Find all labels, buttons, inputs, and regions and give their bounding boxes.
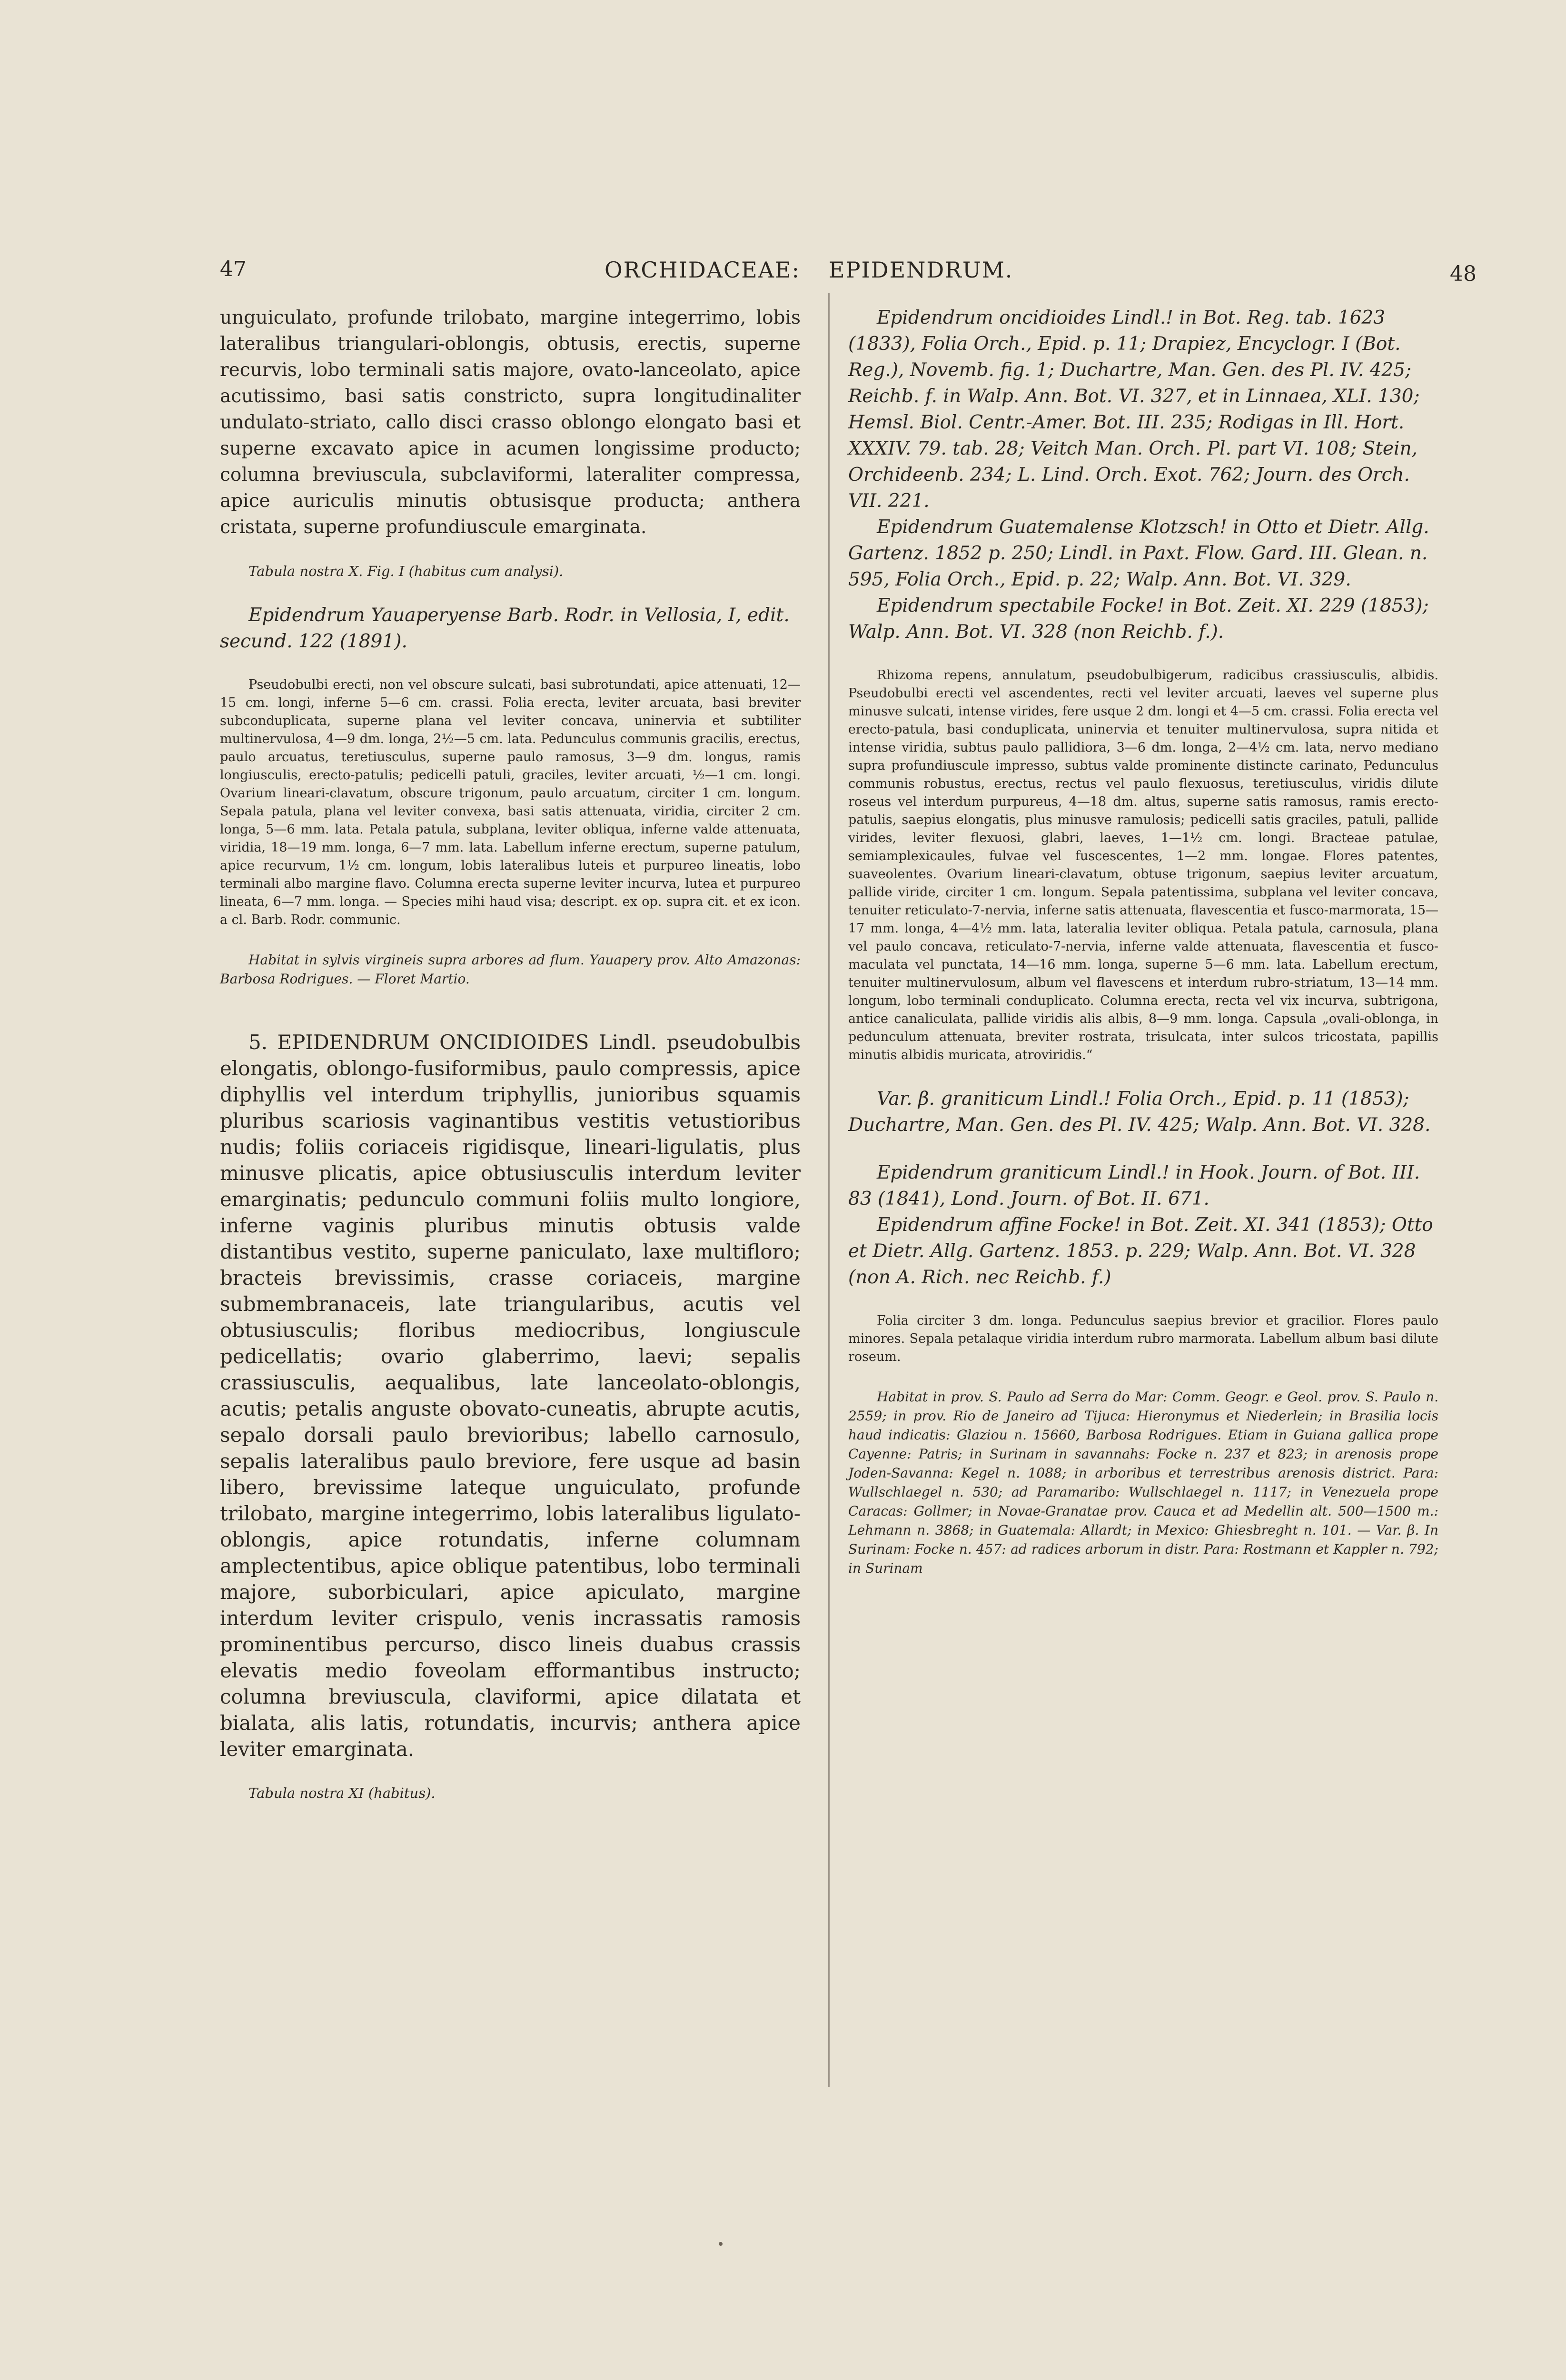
synonym-graniticum: Epidendrum graniticum Lindl.! in Hook. Journ. of Bot. III. 83 (1841), Lond. Journ. of Bot. II. 671. bbox=[848, 1162, 1420, 1210]
running-title-left: ORCHIDACEAE: bbox=[605, 257, 801, 283]
column-divider bbox=[828, 293, 830, 2087]
running-title bbox=[605, 257, 1013, 283]
page-speck bbox=[719, 2242, 723, 2246]
plate-reference-x: Tabula nostra X. Fig. I (habitus cum analysi). bbox=[248, 563, 564, 579]
description-yauaperyense: Pseudobulbi erecti, non vel obscure sulcati, basi subrotundati, apice attenuati, 12—15 cm. longi, inferne 5—6 cm. crassi. Folia erecta, leviter arcuata, basi breviter subconduplicata, superne plana vel leviter concava, uninervia et subtiliter multinervulosa, 4—9 dm. longa, 2½—5 cm. lata. Pedunculus communis gracilis, erectus, paulo arcuatus, teretiusculus, superne paulo ramosus, 3—9 dm. longus, ramis longiusculis, erecto-patulis; pedicelli patuli, graciles, leviter arcuati, ½—1 cm. longi. Ovarium lineari-clavatum, obscure trigonum, paulo arcuatum, circiter 1 cm. longum. Sepala patula, plana vel leviter convexa, basi satis attenuata, viridia, circiter 2 cm. longa, 5—6 mm. lata. Petala patula, subplana, leviter obliqua, inferne valde attenuata, viridia, 18—19 mm. longa, 6—7 mm. lata. Labellum inferne erectum, superne patulum, apice recurvum, 1½ cm. longum, lobis lateralibus luteis et purpureo lineatis, lobo terminali albo margine flavo. Columna erecta superne leviter incurva, lutea et purpureo lineata, 6—7 mm. longa. — Species mihi haud visa; descript. ex op. supra cit. et ex icon. a cl. Barb. Rodr. communic. bbox=[220, 677, 801, 927]
description-variety: Folia circiter 3 dm. longa. Pedunculus saepius brevior et gracilior. Flores paulo minores. Sepala petalaque viridia interdum rubro marmorata. Labellum album basi dilute roseum. bbox=[848, 1313, 1438, 1364]
left-column bbox=[220, 305, 801, 1803]
right-column bbox=[848, 305, 1438, 1578]
synonym-yauaperyense: Epidendrum Yauaperyense Barb. Rodr. in Vellosia, I, edit. secund. 122 (1891). bbox=[220, 605, 790, 652]
species-5-diagnosis: 5. EPIDENDRUM ONCIDIOIDES Lindl. pseudobulbis elongatis, oblongo-fusiformibus, paulo compressis, apice diphyllis vel interdum triphyllis, junioribus squamis pluribus scariosis vaginantibus vestitis vetustioribus nudis; foliis coriaceis rigidisque, lineari-ligulatis, plus minusve plicatis, apice obtusiusculis interdum leviter emarginatis; pedunculo communi foliis multo longiore, inferne vaginis pluribus minutis obtusis valde distantibus vestito, superne paniculato, laxe multifloro; bracteis brevissimis, crasse coriaceis, margine submembranaceis, late triangularibus, acutis vel obtusiusculis; floribus mediocribus, longiuscule pedicellatis; ovario glaberrimo, laevi; sepalis crassiusculis, aequalibus, late lanceolato-oblongis, acutis; petalis anguste obovato-cuneatis, abrupte acutis, sepalo dorsali paulo brevioribus; labello carnosulo, sepalis lateralibus paulo breviore, fere usque ad basin libero, brevissime lateque unguiculato, profunde trilobato, margine integerrimo, lobis lateralibus ligulato-oblongis, apice rotundatis, inferne columnam amplectentibus, apice oblique patentibus, lobo terminali majore, suborbiculari, apice apiculato, margine interdum leviter crispulo, venis incrassatis ramosis prominentibus percurso, disco lineis duabus crassis elevatis medio foveolam efformantibus instructo; columna breviuscula, claviformi, apice dilatata et bialata, alis latis, rotundatis, incurvis; anthera apice leviter emarginata. bbox=[220, 1031, 801, 1761]
synonym-oncidioides: Epidendrum oncidioides Lindl.! in Bot. Reg. tab. 1623 (1833), Folia Orch., Epid. p. 11; Drapiez, Encyclogr. I (Bot. Reg.), Novemb. fig. 1; Duchartre, Man. Gen. des Pl. IV. 425; Reichb. f. in Walp. Ann. Bot. VI. 327, et in Linnaea, XLI. 130; Hemsl. Biol. Centr.-Amer. Bot. III. 235; Rodigas in Ill. Hort. XXXIV. 79. tab. 28; Veitch Man. Orch. Pl. part VI. 108; Stein, Orchideenb. 234; L. Lind. Orch. Exot. 762; Journ. des Orch. VII. 221. bbox=[848, 307, 1420, 512]
habitat-oncidioides: Habitat in prov. S. Paulo ad Serra do Mar: Comm. Geogr. e Geol. prov. S. Paulo n. 2559; in prov. Rio de Janeiro ad Tijuca: Hieronymus et Niederlein; in Brasilia locis haud indicatis: Glaziou n. 15660, Barbosa Rodrigues. Etiam in Guiana gallica prope Cayenne: Patris; in Surinam in savannahs: Focke n. 237 et 823; in arenosis prope Joden-Savanna: Kegel n. 1088; in arboribus et terrestribus arenosis district. Para: Wullschlaegel n. 530; ad Paramaribo: Wullschlaegel n. 1117; in Venezuela prope Caracas: Gollmer; in Novae-Granatae prov. Cauca et ad Medellin alt. 500—1500 m.: Lehmann n. 3868; in Guatemala: Allardt; in Mexico: Ghiesbreght n. 101. — Var. β. In Surinam: Focke n. 457: ad radices arborum in distr. Para: Rostmann et Kappler n. 792; in Surinam bbox=[848, 1389, 1438, 1576]
synonym-guatemalense: Epidendrum Guatemalense Klotzsch! in Otto et Dietr. Allg. Gartenz. 1852 p. 250; Lindl. in Paxt. Flow. Gard. III. Glean. n. 595, Folia Orch., Epid. p. 22; Walp. Ann. Bot. VI. 329. bbox=[848, 516, 1429, 590]
variety-graniticum: Var. β. graniticum Lindl.! Folia Orch., Epid. p. 11 (1853); Duchartre, Man. Gen. des Pl. IV. 425; Walp. Ann. Bot. VI. 328. bbox=[848, 1088, 1431, 1136]
description-oncidioides: Rhizoma repens, annulatum, pseudobulbigerum, radicibus crassiusculis, albidis. Pseudobulbi erecti vel ascendentes, recti vel leviter arcuati, laeves vel superne plus minusve sulcati, intense virides, fere usque 2 dm. longi et 4—5 cm. crassi. Folia erecta vel erecto-patula, basi conduplicata, uninervia et tenuiter multinervulosa, supra nitida et intense viridia, subtus paulo pallidiora, 3—6 dm. longa, 2—4½ cm. lata, nervo mediano supra profundiuscule impresso, subtus valde prominente distincte carinato, Pedunculus communis robustus, erectus, rectus vel paulo flexuosus, teretiusculus, viridis dilute roseus vel interdum purpureus, 4—18 dm. altus, superne satis ramosus, ramis erecto-patulis, saepius elongatis, plus minusve ramulosis; pedicelli satis graciles, patuli, pallide virides, leviter flexuosi, glabri, laeves, 1—1½ cm. longi. Bracteae patulae, semiamplexicaules, fulvae vel fuscescentes, 1—2 mm. longae. Flores patentes, suaveolentes. Ovarium lineari-clavatum, obtuse trigonum, saepius leviter arcuatum, pallide viride, circiter 1 cm. longum. Sepala patentissima, subplana vel leviter concava, tenuiter reticulato-7-nervia, inferne satis attenuata, flavescentia et fusco-marmorata, 15—17 mm. longa, 4—4½ mm. lata, lateralia leviter obliqua. Petala patula, carnosula, plana vel paulo concava, reticulato-7-nervia, inferne valde attenuata, flavescentia et fusco-maculata vel punctata, 14—16 mm. longa, superne 5—6 mm. lata. Labellum erectum, tenuiter multinervulosum, album vel flavescens et interdum rubro-striatum, 13—14 mm. longum, lobo terminali conduplicato. Columna erecta, recta vel vix incurva, subtrigona, antice canaliculata, pallide viridis alis albis, 8—9 mm. longa. Capsula „ovali-oblonga, in pedunculum attenuata, breviter rostrata, trisulcata, inter sulcos tricostata, papillis minutis albidis muricata, atroviridis.“ bbox=[848, 668, 1438, 1062]
description-continued: unguiculato, profunde trilobato, margine integerrimo, lobis lateralibus triangulari-oblongis, obtusis, erectis, superne recurvis, lobo terminali satis majore, ovato-lanceolato, apice acutissimo, basi satis constricto, supra longitudinaliter undulato-striato, callo disci crasso oblongo elongato basi et superne excavato apice in acumen longissime producto; columna breviuscula, subclaviformi, lateraliter compressa, apice auriculis minutis obtusisque producta; anthera cristata, superne profundiuscule emarginata. bbox=[220, 307, 801, 538]
right-page-number: 48 bbox=[1450, 262, 1477, 286]
page-header bbox=[0, 257, 1566, 295]
plate-reference-xi: Tabula nostra XI (habitus). bbox=[248, 1785, 436, 1801]
synonym-affine: Epidendrum affine Focke! in Bot. Zeit. XI. 341 (1853); Otto et Dietr. Allg. Gartenz. 1853. p. 229; Walp. Ann. Bot. VI. 328 (non A. Rich. nec Reichb. f.) bbox=[848, 1214, 1433, 1288]
synonym-spectabile: Epidendrum spectabile Focke! in Bot. Zeit. XI. 229 (1853); Walp. Ann. Bot. VI. 328 (non Reichb. f.). bbox=[848, 595, 1429, 643]
left-page-number: 47 bbox=[220, 257, 247, 281]
running-title-right: EPIDENDRUM. bbox=[829, 257, 1013, 283]
habitat-yauaperyense: Habitat in sylvis virgineis supra arbores ad flum. Yauapery prov. Alto Amazonas: Barbosa Rodrigues. — Floret Martio. bbox=[220, 952, 801, 987]
